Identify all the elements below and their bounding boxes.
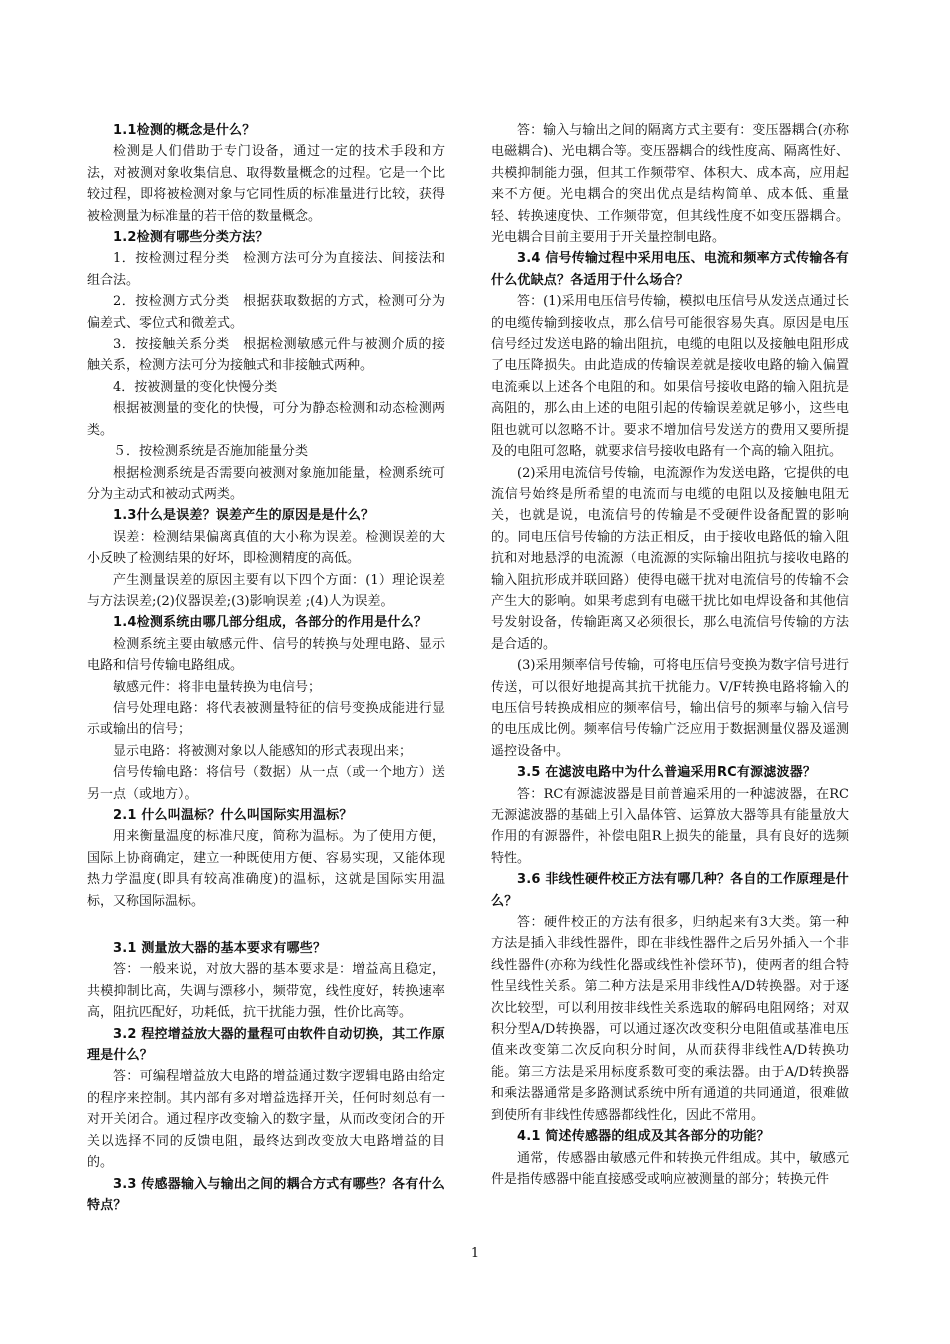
answer-paragraph: 通常，传感器由敏感元件和转换元件组成。其中，敏感元件是指传感器中能直接感受或响应被测量的部分；转换元件 xyxy=(491,1150,849,1187)
left-column xyxy=(87,120,445,1216)
answer-paragraph: 1．按检测过程分类 检测方法可分为直接法、间接法和组合法。 xyxy=(87,251,445,288)
section-gap xyxy=(87,912,445,938)
answer-paragraph: (3)采用频率信号传输，可将电压信号变换为数字信号进行传送，可以很好地提高其抗干扰能力。V/F转换电路将输入的电压信号转换成相应的频率信号，输出信号的频率与输入信号的电压成比例。频率信号传输广泛应用于数据测量仪器及遥测遥控设备中。 xyxy=(491,658,849,759)
answer-paragraph: 产生测量误差的原因主要有以下四个方面：(1）理论误差与方法误差;(2)仪器误差;(3)影响误差 ;(4)人为误差。 xyxy=(87,572,445,609)
page-number: 1 xyxy=(470,1246,480,1261)
question-1-1-heading: 1.1检测的概念是什么？ xyxy=(113,123,256,138)
answer-paragraph: 用来衡量温度的标准尺度，简称为温标。为了使用方便，国际上协商确定，建立一种既使用方便、容易实现，又能体现热力学温度(即具有较高准确度)的温标，这就是国际实用温标，又称国际温标。 xyxy=(87,829,445,909)
question-3-4-heading: 3.4 信号传输过程中采用电压、电流和频率方式传输各有什么优缺点？各适用于什么场合？ xyxy=(491,251,849,288)
question-3-3-heading: 3.3 传感器输入与输出之间的耦合方式有哪些？各有什么特点？ xyxy=(87,1176,445,1213)
question-4-1-heading: 4.1 简述传感器的组成及其各部分的功能？ xyxy=(517,1129,770,1145)
answer-paragraph: 4．按被测量的变化快慢分类 xyxy=(113,379,278,395)
right-column xyxy=(491,120,849,1190)
question-1-3-heading: 1.3什么是误差？误差产生的原因是是什么？ xyxy=(113,508,375,524)
answer-paragraph: ５．按检测系统是否施加能量分类 xyxy=(113,444,309,460)
answer-paragraph: 根据被测量的变化的快慢，可分为静态检测和动态检测两类。 xyxy=(87,401,445,438)
answer-paragraph: 误差：检测结果偏离真值的大小称为误差。检测误差的大小反映了检测结果的好坏，即检测精度的高低。 xyxy=(87,529,445,567)
answer-paragraph: (2)采用电流信号传输，电流源作为发送电路，它提供的电流信号始终是所希望的电流而与电缆的电阻以及接触电阻无关，也就是说，电流信号的传输是不受硬件设备配置的影响的。同电压信号传输的方法正相反，由于接收电路低的输入阻抗和对地悬浮的电流源（电流源的实际输出阻抗与接收电路的输入阻抗形成并联回路）使得电磁干扰对电流信号的传输不会产生大的影响。如果考虑到有电磁干扰比如电焊设备和其他信号发射设备，传输距离又必须很长，那么电流信号传输的方法是合适的。 xyxy=(491,465,849,652)
answer-paragraph: 根据检测系统是否需要向被测对象施加能量，检测系统可分为主动式和被动式两类。 xyxy=(87,465,445,502)
question-3-2-heading: 3.2 程控增益放大器的量程可由软件自动切换，其工作原理是什么？ xyxy=(87,1026,445,1064)
question-1-2-heading: 1.2检测有哪些分类方法？ xyxy=(113,230,269,246)
answer-paragraph: 3．按接触关系分类 根据检测敏感元件与被测介质的接触关系，检测方法可分为接触式和非接触式两种。 xyxy=(87,337,445,374)
answer-paragraph: 答：(1)采用电压信号传输，模拟电压信号从发送点通过长的电缆传输到接收点，那么信号可能很容易失真。原因是电压信号经过发送电路的输出阻抗，电缆的电阻以及接触电阻形成了电压降损失。由此造成的传输误差就是接收电路的输入偏置电流乘以上述各个电阻的和。如果信号接收电路的输入阻抗是高阻的，那么由上述的电阻引起的传输误差就足够小，这些电阻也就可以忽略不计。要求不增加信号发送方的费用又要所提及的电阻可忽略，就要求信号接收电路有一个高的输入阻抗。 xyxy=(491,294,849,460)
answer-paragraph: 信号处理电路：将代表被测量特征的信号变换成能进行显示或输出的信号； xyxy=(87,700,445,738)
answer-paragraph: 答：输入与输出之间的隔离方式主要有：变压器耦合(亦称电磁耦合)、光电耦合等。变压器耦合的线性度高、隔离性好、共模抑制能力强，但其工作频带窄、体积大、成本高，应用起来不方便。光电耦合的突出优点是结构简单、成本低、重量轻、转换速度快、工作频带宽，但其线性度不如变压器耦合。光电耦合目前主要用于开关量控制电路。 xyxy=(491,123,849,246)
answer-paragraph: 2．按检测方式分类 根据获取数据的方式，检测可分为偏差式、零位式和微差式。 xyxy=(87,294,445,331)
answer-paragraph: 答：硬件校正的方法有很多，归纳起来有3大类。第一种方法是插入非线性器件，即在非线性器件之后另外插入一个非线性器件(亦称为线性化器或线性补偿环节)，使两者的组合特性呈线性关系。第二种方法是采用非线性A/D转换器。对于逐次比较型，可以利用按非线性关系选取的解码电阻网络；对双积分型A/D转换器，可以通过逐次改变积分电阻值或基准电压值来改变第二次反向积分时间，从而获得非线性A/D转换功能。第三方法是采用标度系数可变的乘法器。由于A/D转换器和乘法器通常是多路测试系统中所有通道的共同通道，很难做到使所有非线性传感器都线性化，因此不常用。 xyxy=(491,915,849,1123)
answer-paragraph: 信号传输电路：将信号（数据）从一点（或一个地方）送另一点（或地方）。 xyxy=(87,765,445,802)
question-3-6-heading: 3.6 非线性硬件校正方法有哪几种？各自的工作原理是什么？ xyxy=(491,872,849,909)
answer-paragraph: 检测是人们借助于专门设备，通过一定的技术手段和方法，对被测对象收集信息、取得数量概念的过程。它是一个比较过程，即将被检测对象与它同性质的标准量进行比较，获得被检测量为标准量的若干倍的数量概念。 xyxy=(87,144,445,224)
question-1-4-heading: 1.4检测系统由哪几部分组成，各部分的作用是什么？ xyxy=(113,615,428,631)
question-3-5-heading: 3.5 在滤波电路中为什么普遍采用RC有源滤波器？ xyxy=(517,765,817,781)
answer-paragraph: 答：RC有源滤波器是目前普遍采用的一种滤波器，在RC无源滤波器的基础上引入晶体管、运算放大器等具有能量放大作用的有源器件，补偿电阻R上损失的能量，具有良好的选频特性。 xyxy=(491,786,849,866)
question-3-1-heading: 3.1 测量放大器的基本要求有哪些？ xyxy=(113,941,327,957)
answer-paragraph: 答：一般来说，对放大器的基本要求是：增益高且稳定，共模抑制比高，失调与漂移小，频带宽，线性度好，转换速率高，阻抗匹配好，功耗低，抗干扰能力强，性价比高等。 xyxy=(87,962,445,1021)
answer-paragraph: 敏感元件：将非电量转换为电信号； xyxy=(113,679,322,695)
answer-paragraph: 答：可编程增益放大电路的增益通过数字逻辑电路由给定的程序来控制。其内部有多对增益选择开关，任何时刻总有一对开关闭合。通过程序改变输入的数字量，从而改变闭合的开关以选择不同的反馈电阻，最终达到改变放大电路增益的目的。 xyxy=(87,1069,445,1171)
answer-paragraph: 检测系统主要由敏感元件、信号的转换与处理电路、显示电路和信号传输电路组成。 xyxy=(87,636,445,674)
question-2-1-heading: 2.1 什么叫温标？什么叫国际实用温标？ xyxy=(113,808,353,823)
answer-paragraph: 显示电路：将被测对象以人能感知的形式表现出来； xyxy=(113,743,413,759)
